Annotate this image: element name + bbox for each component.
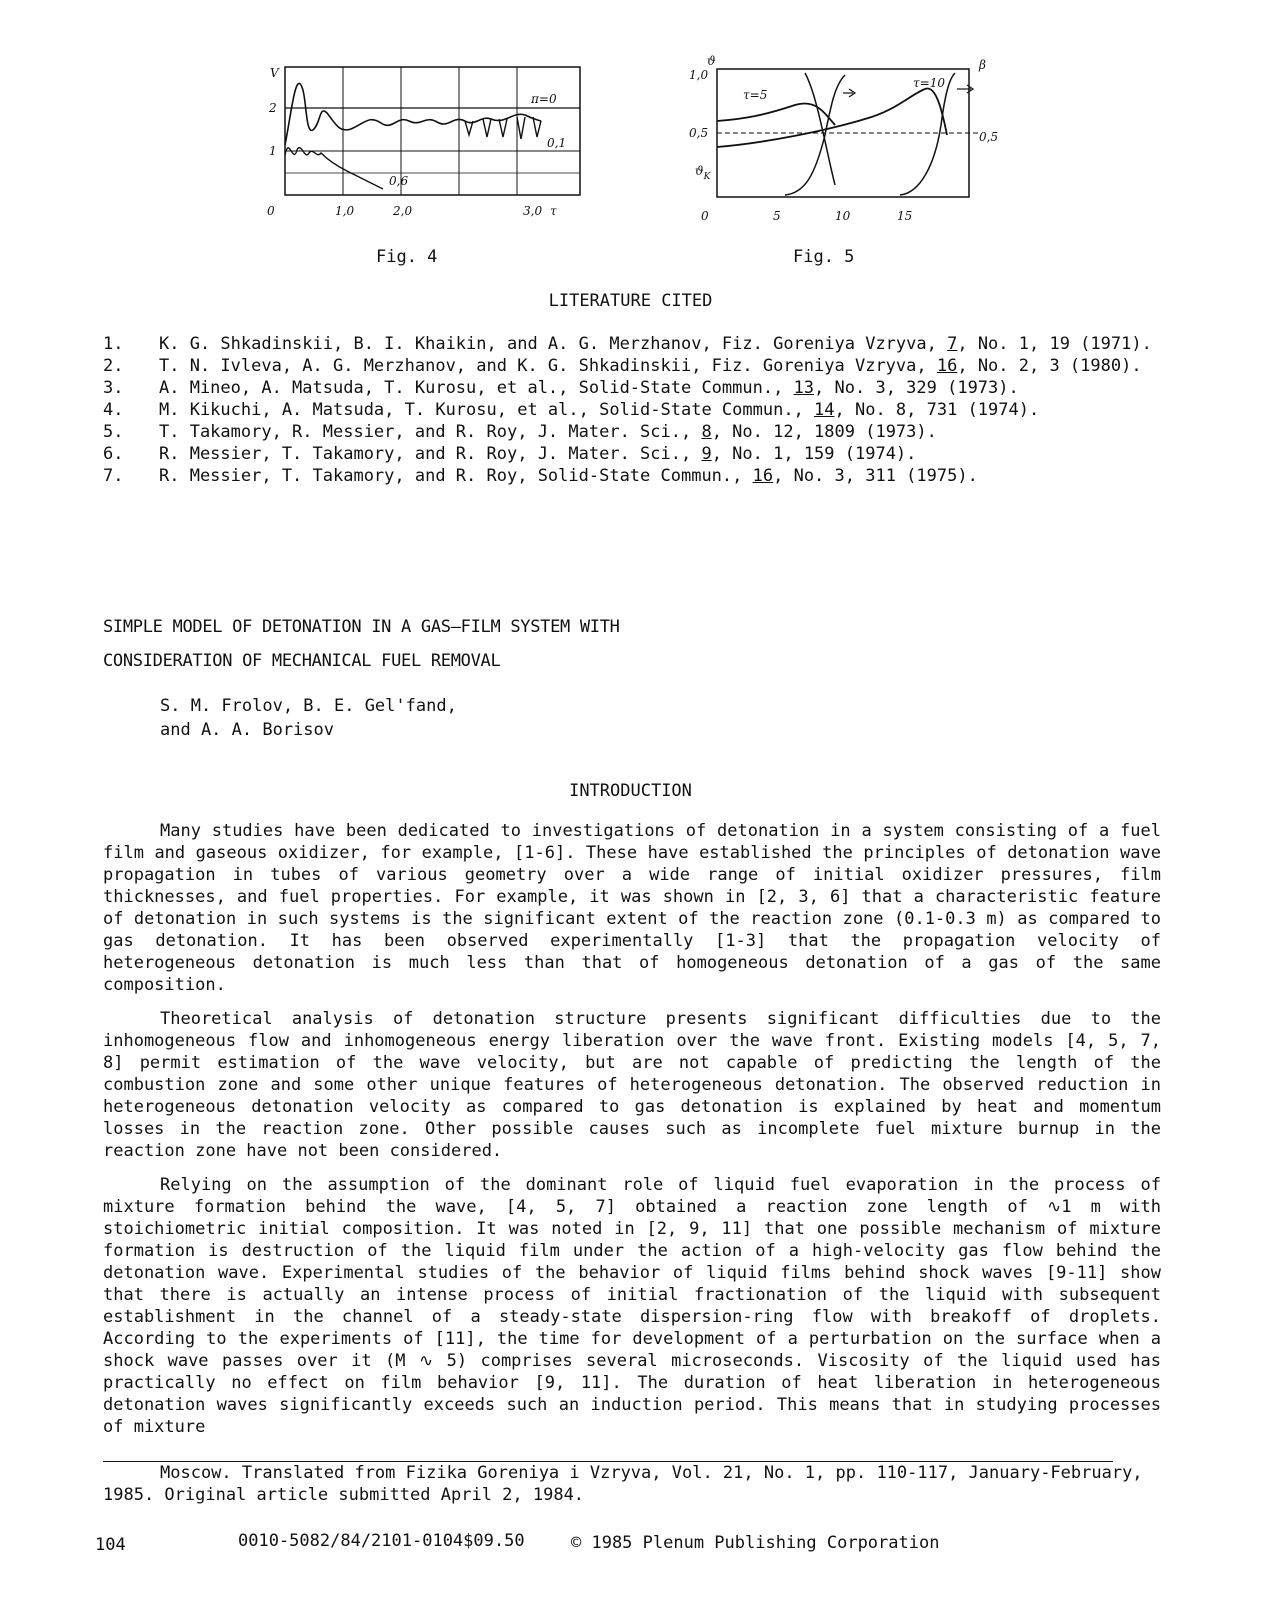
y-axis-label: V xyxy=(270,66,279,80)
theta-axis-label: ϑ xyxy=(707,55,716,68)
literature-heading: LITERATURE CITED xyxy=(548,291,713,311)
curve-label-tau-10: τ=10 xyxy=(913,76,945,90)
paragraph: Many studies have been dedicated to investigations of detonation in a system consisting of a fuel film and gaseous oxidizer, for example, [1-6]. These have established the principles of detonation wave propagation in tubes of various geometry over a wide range of initial oxidizer pressures, film thicknesses, and fuel properties. For example, it was shown in [2, 3, 6] that a characteristic feature of detonation in such systems is the significant extent of the reaction zone (0.1-0.3 m) as compared to gas detonation. It has been observed experimentally [1-3] that the propagation velocity of heterogeneous detonation is much less than that of homogeneous detonation of a gas of the same composition. xyxy=(103,821,1161,995)
figure-5-caption: Fig. 5 xyxy=(793,247,855,267)
x-tick-15: 15 xyxy=(897,209,913,223)
reference-item: 4. M. Kikuchi, A. Matsuda, T. Kurosu, et al., Solid-State Commun., 14, No. 8, 731 (1974). xyxy=(103,400,1040,420)
figure-4-caption: Fig. 4 xyxy=(376,247,438,267)
article-code: 0010-5082/84/2101-0104$09.50 xyxy=(238,1531,525,1551)
authors-line-2: and A. A. Borisov xyxy=(160,720,334,740)
right-tick-0-5: 0,5 xyxy=(979,130,999,144)
reference-list xyxy=(103,333,1163,487)
section-heading: INTRODUCTION xyxy=(569,781,692,801)
figure-4-plot xyxy=(255,55,595,230)
x-tick-2-0: 2,0 xyxy=(393,204,413,218)
y-tick-0-5: 0,5 xyxy=(689,126,709,140)
authors-line-1: S. M. Frolov, B. E. Gel'fand, xyxy=(160,696,457,716)
y-tick-0: 0 xyxy=(701,209,709,223)
page-number: 104 xyxy=(95,1535,126,1555)
x-tick-5: 5 xyxy=(773,209,781,223)
copyright: © 1985 Plenum Publishing Corporation xyxy=(571,1533,940,1553)
x-tick-10: 10 xyxy=(835,209,851,223)
theta-k-label: $ϑ_K$ xyxy=(695,164,711,182)
curve-label-tau-5: τ=5 xyxy=(743,88,768,102)
article-title-line-1: SIMPLE MODEL OF DETONATION IN A GAS—FILM SYSTEM WITH xyxy=(103,617,620,637)
curve-tau-5-rise xyxy=(785,75,845,195)
y-tick-0: 0 xyxy=(267,204,275,218)
y-tick-1: 1 xyxy=(269,144,277,158)
curve-label-pi-0: π=0 xyxy=(531,92,557,106)
y-tick-1-0: 1,0 xyxy=(689,68,709,82)
beta-axis-label: β xyxy=(979,58,986,72)
x-tick-3-0: 3,0 xyxy=(523,204,543,218)
y-tick-2: 2 xyxy=(269,101,277,115)
figure-5-plot xyxy=(685,55,1005,230)
curve-label-0-6: 0,6 xyxy=(389,174,409,188)
article-title xyxy=(103,610,1103,678)
x-tick-1-0: 1,0 xyxy=(335,204,355,218)
article-body xyxy=(103,820,1161,1450)
reference-item: 2. T. N. Ivleva, A. G. Merzhanov, and K. G. Shkadinskii, Fiz. Goreniya Vzryva, 16, No. 2, 3 (1980). xyxy=(103,356,1142,376)
reference-item: 7. R. Messier, T. Takamory, and R. Roy, Solid-State Commun., 16, No. 3, 311 (1975). xyxy=(103,466,978,486)
paragraph: Theoretical analysis of detonation structure presents significant difficulties due to the inhomogeneous flow and inhomogeneous energy liberation over the wave front. Existing models [4, 5, 7, 8] permit estimation of the wave velocity, but are not capable of predicting the length of the combustion zone and some other unique features of heterogeneous detonation. The observed reduction in heterogeneous detonation velocity as compared to gas detonation is explained by heat and momentum losses in the reaction zone. Other possible causes such as incomplete fuel mixture burnup in the reaction zone have not been considered. xyxy=(103,1009,1161,1161)
footnote: Moscow. Translated from Fizika Goreniya i Vzryva, Vol. 21, No. 1, pp. 110-117, January-February, 1985. Original article submitted April 2, 1984. xyxy=(103,1463,1143,1505)
reference-item: 3. A. Mineo, A. Matsuda, T. Kurosu, et al., Solid-State Commun., 13, No. 3, 329 (1973). xyxy=(103,378,1019,398)
reference-item: 1. K. G. Shkadinskii, B. I. Khaikin, and A. G. Merzhanov, Fiz. Goreniya Vzryva, 7, No. 1, 19 (1971). xyxy=(103,334,1152,354)
article-title-line-2: CONSIDERATION OF MECHANICAL FUEL REMOVAL xyxy=(103,651,501,671)
figure-5 xyxy=(685,55,1005,230)
curve-label-0-1: 0,1 xyxy=(547,136,567,150)
paragraph: Relying on the assumption of the dominant role of liquid fuel evaporation in the process of mixture formation behind the wave, [4, 5, 7] obtained a reaction zone length of ∿1 m with stoichiometric initial composition. It was noted in [2, 9, 11] that one possible mechanism of mixture formation is destruction of the liquid film under the action of a high-velocity gas flow behind the detonation wave. Experimental studies of the behavior of liquid films behind shock waves [9-11] show that there is actually an intense process of initial fractionation of the liquid with subsequent establishment in the channel of a steady-state dispersion-ring flow with breakoff of droplets. According to the experiments of [11], the time for development of a perturbation on the surface when a shock wave passes over it (M ∿ 5) comprises several microseconds. Viscosity of the liquid used has practically no effect on film behavior [9, 11]. The duration of heat liberation in heterogeneous detonation waves significantly exceeds such an induction period. This means that in studying processes of mixture xyxy=(103,1175,1161,1437)
reference-item: 6. R. Messier, T. Takamory, and R. Roy, J. Mater. Sci., 9, No. 1, 159 (1974). xyxy=(103,444,917,464)
curve-0-6 xyxy=(285,148,383,189)
x-axis-label: τ xyxy=(550,204,557,218)
figure-4 xyxy=(255,55,595,230)
article-authors xyxy=(160,694,457,742)
reference-item: 5. T. Takamory, R. Messier, and R. Roy, J. Mater. Sci., 8, No. 12, 1809 (1973). xyxy=(103,422,937,442)
